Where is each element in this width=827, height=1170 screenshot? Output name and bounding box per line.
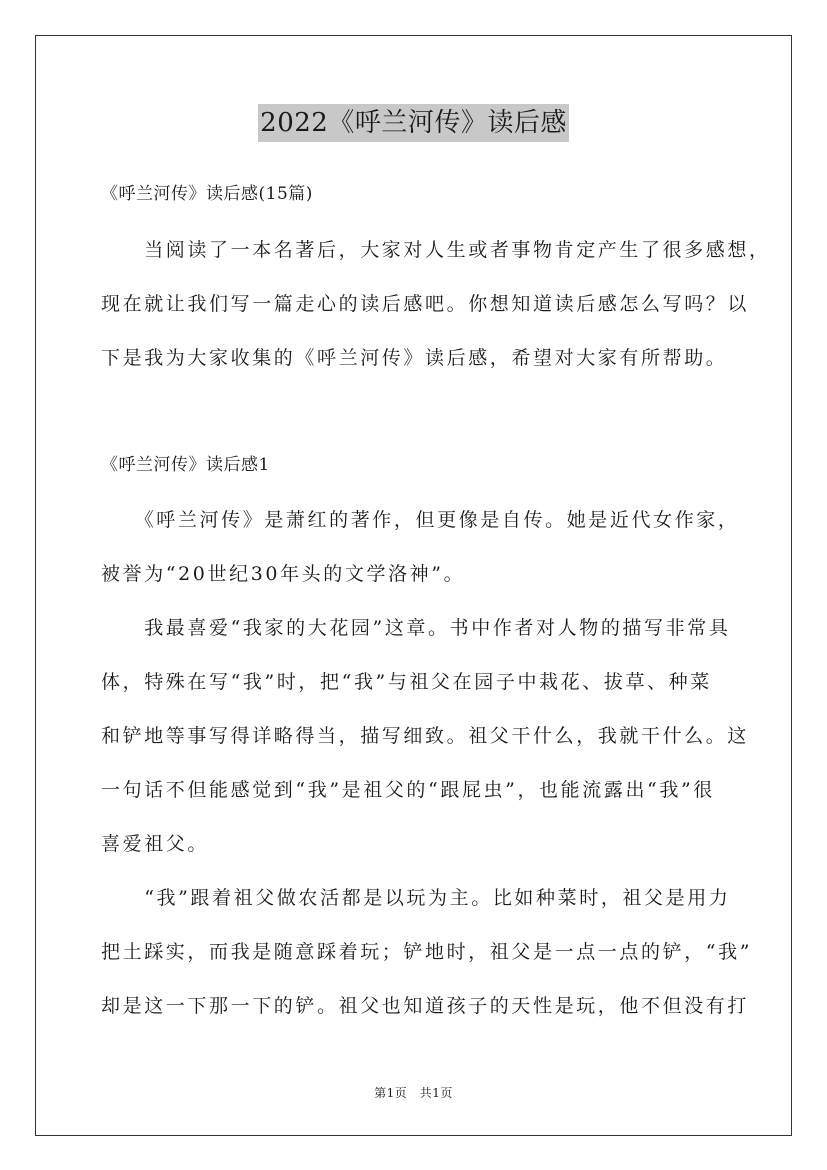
page-footer: 第1页 共1页 (374, 1086, 453, 1100)
paragraph-line: 《呼兰河传》是萧红的著作，但更像是自传。她是近代女作家， (101, 509, 740, 531)
paragraph-line: “我”跟着祖父做农活都是以玩为主。比如种菜时，祖父是用力 (101, 887, 731, 909)
paragraph-line: 却是这一下那一下的铲。祖父也知道孩子的天性是玩，他不但没有打 (101, 995, 750, 1017)
paragraph-line: 下是我为大家收集的《呼兰河传》读后感，希望对大家有所帮助。 (101, 347, 728, 369)
paragraph-line: 我最喜爱“我家的大花园”这章。书中作者对人物的描写非常具 (101, 617, 731, 639)
document-subtitle: 《呼兰河传》读后感(15篇) (101, 184, 313, 204)
paragraph-line: 喜爱祖父。 (101, 833, 210, 855)
paragraph-line: 一句话不但能感觉到“我”是祖父的“跟屁虫”，也能流露出“我”很 (101, 779, 715, 801)
document-title: 2022《呼兰河传》读后感 (258, 104, 569, 142)
paragraph-line: 和铲地等事写得详略得当，描写细致。祖父干什么，我就干什么。这 (101, 725, 750, 747)
paragraph-line: 体，特殊在写“我”时，把“我”与祖父在园子中栽花、拔草、种菜 (101, 671, 712, 693)
paragraph-line: 当阅读了一本名著后，大家对人生或者事物肯定产生了很多感想， (101, 239, 771, 261)
paragraph-line: 被誉为“20世纪30年头的文学洛神”。 (101, 563, 466, 585)
paragraph-line: 把土踩实，而我是随意踩着玩；铲地时，祖父是一点一点的铲，“我” (101, 941, 753, 963)
section-heading: 《呼兰河传》读后感1 (101, 455, 270, 475)
paragraph-line: 现在就让我们写一篇走心的读后感吧。你想知道读后感怎么写吗？以 (101, 293, 750, 315)
title-container (0, 104, 827, 142)
